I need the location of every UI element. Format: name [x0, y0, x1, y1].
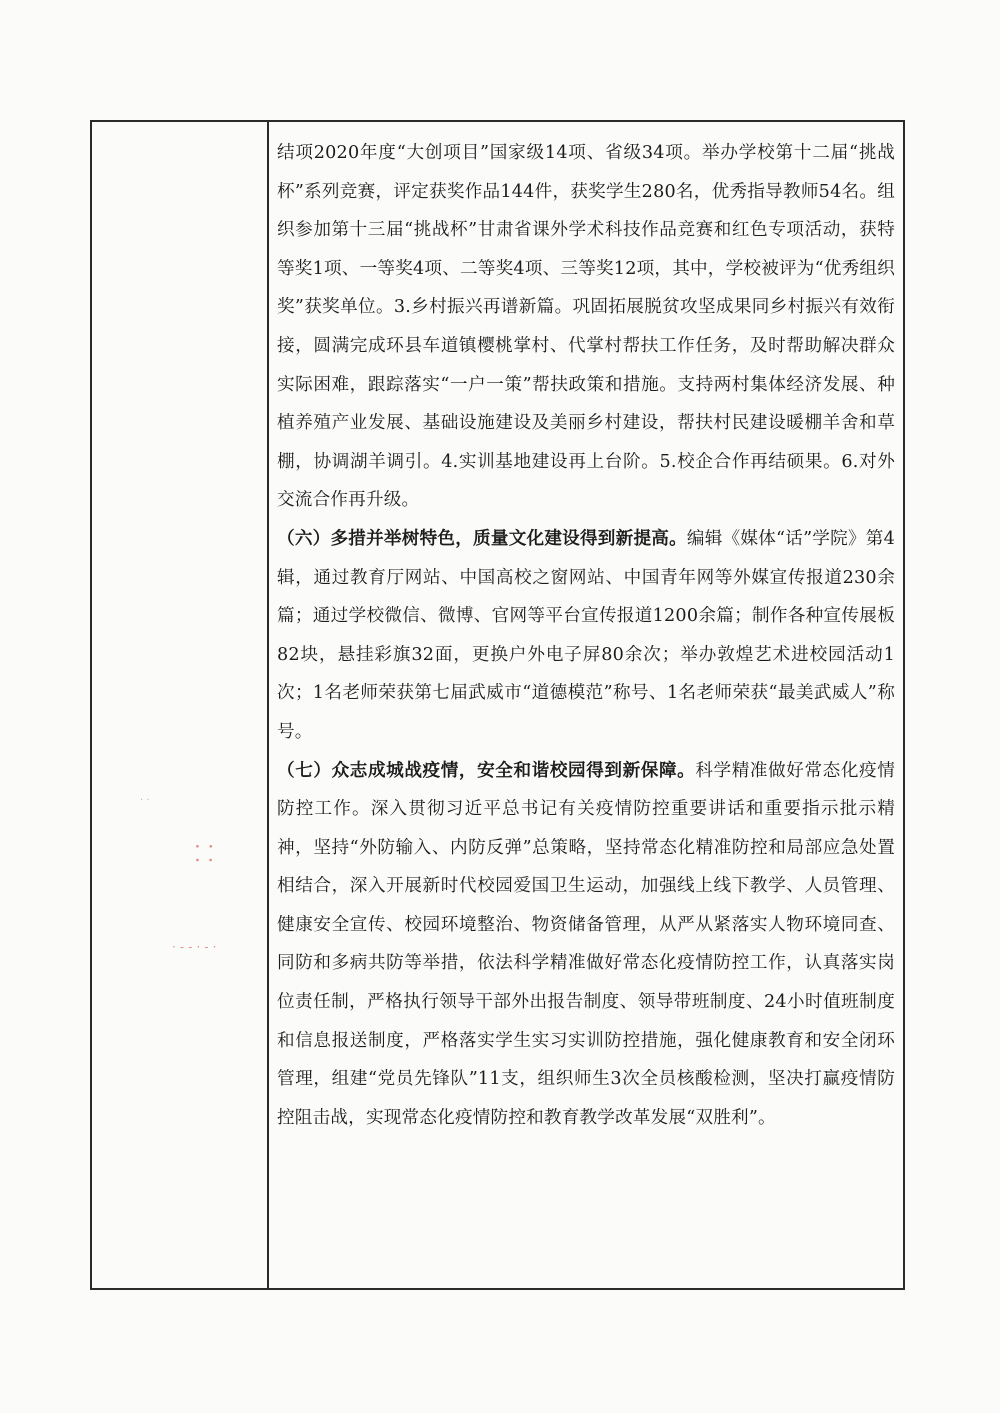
table-frame: [90, 120, 905, 1290]
seal-stamp-fragment-icon: ⸬: [195, 842, 214, 867]
section-seven-body: 科学精准做好常态化疫情防控工作。深入贯彻习近平总书记有关疫情防控重要讲话和重要指示批示精神，坚持“外防输入、内防反弹”总策略，坚持常态化精准防控和局部应急处置相结合，深入开展新时代校园爱国卫生运动，加强线上线下教学、人员管理、健康安全宣传、校园环境整治、物资储备管理，从严从紧落实人物环境同查、同防和多病共防等举措，依法科学精准做好常态化疫情防控工作，认真落实岗位责任制，严格执行领导干部外出报告制度、领导带班制度、24小时值班制度和信息报送制度，严格落实学生实习实训防控措施，强化健康教育和安全闭环管理，组建“党员先锋队”11支，组织师生3次全员核酸检测，坚决打赢疫情防控阻击战，实现常态化疫情防控和教育教学改革发展“双胜利”。: [277, 760, 895, 1128]
table-label-cell: [92, 122, 269, 1288]
section-six-paragraph: [277, 520, 895, 752]
table-content-cell: [269, 122, 903, 1288]
section-six-body: 编辑《媒体“话”学院》第4辑，通过教育厅网站、中国高校之窗网站、中国青年网等外媒宣传报道230余篇；通过学校微信、微博、官网等平台宣传报道1200余篇；制作各种宣传展板82块，悬挂彩旗32面，更换户外电子屏80余次；举办敦煌艺术进校园活动1次；1名老师荣获第七届武威市“道德模范”称号、1名老师荣获“最美武威人”称号。: [277, 528, 895, 742]
seal-stamp-trace-icon: ·‐‐·‐·: [172, 940, 221, 954]
section-six-heading: （六）多措并举树特色，质量文化建设得到新提高。: [277, 527, 687, 549]
continuation-paragraph: 结项2020年度“大创项目”国家级14项、省级34项。举办学校第十二届“挑战杯”系列竞赛，评定获奖作品144件，获奖学生280名，优秀指导教师54名。组织参加第十三届“挑战杯”甘肃省课外学术科技作品竞赛和红色专项活动，获特等奖1项、一等奖4项、二等奖4项、三等奖12项，其中，学校被评为“优秀组织奖”获奖单位。3.乡村振兴再谱新篇。巩固拓展脱贫攻坚成果同乡村振兴有效衔接，圆满完成环县车道镇樱桃掌村、代掌村帮扶工作任务，及时帮助解决群众实际困难，跟踪落实“一户一策”帮扶政策和措施。支持两村集体经济发展、种植养殖产业发展、基础设施建设及美丽乡村建设，帮扶村民建设暖棚羊舍和草棚，协调湖羊调引。4.实训基地建设再上台阶。5.校企合作再结硕果。6.对外交流合作再升级。: [277, 143, 895, 511]
scan-speck: · ·: [140, 795, 150, 806]
section-seven-heading: （七）众志成城战疫情，安全和谐校园得到新保障。: [277, 759, 696, 781]
section-seven-paragraph: [277, 752, 895, 1138]
